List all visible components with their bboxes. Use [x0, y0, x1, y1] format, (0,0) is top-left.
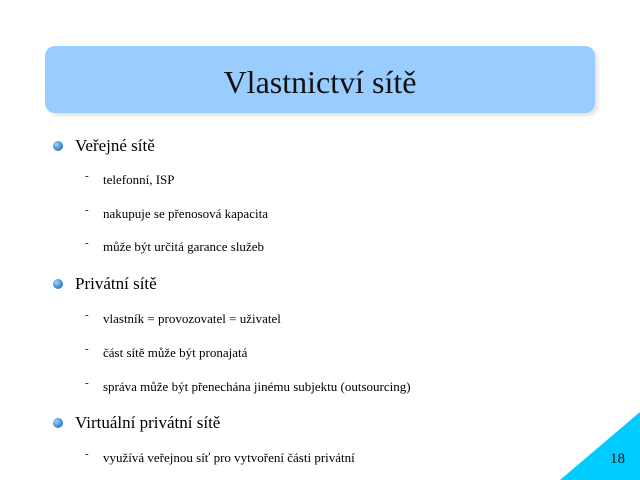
- bullet-heading: Veřejné sítě: [75, 136, 155, 155]
- bullet-heading: Privátní sítě: [75, 274, 157, 293]
- sub-bullet-text: telefonní, ISP: [103, 172, 175, 187]
- bullet-dot-icon: [53, 418, 63, 428]
- corner-decoration: [560, 412, 640, 480]
- slide-title: Vlastnictví sítě: [223, 63, 417, 100]
- page-number: 18: [610, 451, 625, 467]
- dash-icon: -: [85, 204, 89, 216]
- dash-icon: -: [85, 170, 89, 182]
- dash-icon: -: [85, 448, 89, 460]
- sub-bullet-text: může být určitá garance služeb: [103, 239, 264, 254]
- dash-icon: -: [85, 377, 89, 389]
- dash-icon: -: [85, 343, 89, 355]
- sub-bullet-text: část sítě může být pronajatá: [103, 345, 248, 360]
- sub-bullet-text: nakupuje se přenosová kapacita: [103, 206, 268, 221]
- sub-bullet-text: využívá veřejnou síť pro vytvoření části privátní: [103, 450, 355, 465]
- bullet-dot-icon: [53, 141, 63, 151]
- bullet-dot-icon: [53, 279, 63, 289]
- dash-icon: -: [85, 237, 89, 249]
- sub-bullet-text: vlastník = provozovatel = uživatel: [103, 311, 281, 326]
- dash-icon: -: [85, 309, 89, 321]
- sub-bullet-text: správa může být přenechána jinému subjektu (outsourcing): [103, 379, 411, 394]
- bullet-heading: Virtuální privátní sítě: [75, 413, 221, 432]
